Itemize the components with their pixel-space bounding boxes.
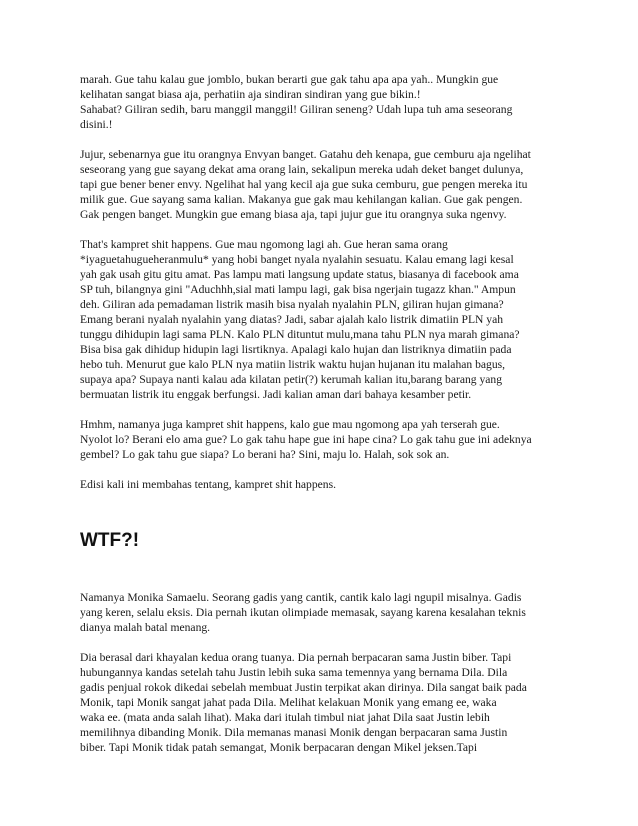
text-line: gembel? Lo gak tahu gue siapa? Lo berani ha? Sini, maju lo. Halah, sok sok an. — [80, 448, 450, 461]
text-line: deh. Giliran ada pemadaman listrik masih bisa nyalah nyalahin PLN, giliran hujan gimana? — [80, 298, 504, 311]
document-body — [80, 72, 560, 770]
text-line: waka ee. (mata anda salah lihat). Maka dari itulah timbul niat jahat Dila saat Justin lebih — [80, 711, 490, 724]
paragraph — [80, 72, 560, 132]
paragraph — [80, 650, 560, 755]
text-line: yang keren, selalu eksis. Dia pernah ikutan olimpiade memasak, sayang karena kesalahan teknis — [80, 606, 526, 619]
section-heading: WTF?! — [80, 530, 140, 551]
text-line: kelihatan sangat biasa aja, perhatiin aja sindiran sindiran yang gue bikin.! — [80, 88, 421, 101]
text-line: Nyolot lo? Berani elo ama gue? Lo gak tahu hape gue ini hape cina? Lo gak tahu gue ini adeknya — [80, 433, 532, 446]
paragraph — [80, 477, 560, 492]
text-line: Bisa bisa gak dihidup hidupin lagi lisrtiknya. Apalagi kalo hujan dan listriknya dimatiin pada — [80, 343, 512, 356]
text-line: hebo tuh. Menurut gue kalo PLN nya matiin listrik waktu hujan hujanan itu malahan bagus, — [80, 358, 506, 371]
text-line: Hmhm, namanya juga kampret shit happens, kalo gue mau ngomong apa yah terserah gue. — [80, 418, 500, 431]
text-line: disini.! — [80, 118, 113, 131]
text-line: tapi gue bener bener envy. Ngelihat hal yang kecil aja gue suka cemburu, gue pengen mereka itu — [80, 178, 528, 191]
text-line: Emang berani nyalah nyalahin yang diatas? Jadi, sabar ajalah kalo listrik dimatiin PLN yah — [80, 313, 504, 326]
text-line: milik gue. Gue sayang sama kalian. Makanya gue gak mau kehilangan kalian. Gue gak pengen. — [80, 193, 523, 206]
paragraph — [80, 237, 560, 402]
text-line: yah gak usah gitu gitu amat. Pas lampu mati langsung update status, biasanya di facebook ama — [80, 268, 519, 281]
text-line: tunggu dihidupin lagi sama PLN. Kalo PLN dituntut mulu,mana tahu PLN nya marah gimana? — [80, 328, 520, 341]
text-line: Dia berasal dari khayalan kedua orang tuanya. Dia pernah berpacaran sama Justin biber. Tapi — [80, 651, 512, 664]
text-line: Jujur, sebenarnya gue itu orangnya Envyan banget. Gatahu deh kenapa, gue cemburu aja ngelihat — [80, 148, 531, 161]
text-line: bermuatan listrik itu enggak berfungsi. Jadi kalian aman dari bahaya kesamber petir. — [80, 388, 472, 401]
paragraph — [80, 590, 560, 635]
text-line: SP tuh, bilangnya gini "Aduchhh,sial mati lampu lagi, gak bisa ngerjain tugazz khan." Ampun — [80, 283, 516, 296]
text-line: marah. Gue tahu kalau gue jomblo, bukan berarti gue gak tahu apa apa yah.. Mungkin gue — [80, 73, 499, 86]
text-line: That's kampret shit happens. Gue mau ngomong lagi ah. Gue heran sama orang — [80, 238, 448, 251]
text-line: hubungannya kandas setelah tahu Justin lebih suka sama temennya yang bernama Dila. Dila — [80, 666, 508, 679]
text-line: Gak pengen banget. Mungkin gue emang biasa aja, tapi jujur gue itu orangnya suka ngenvy. — [80, 208, 507, 221]
text-line: Monik, tapi Monik sangat jahat pada Dila. Melihat kelakuan Monik yang emang ee, waka — [80, 696, 497, 709]
text-line: dianya malah batal menang. — [80, 621, 211, 634]
text-line: Edisi kali ini membahas tentang, kampret shit happens. — [80, 478, 336, 491]
text-line: supaya apa? Supaya nanti kalau ada kilatan petir(?) kerumah kalian itu,barang barang yang — [80, 373, 503, 386]
paragraph — [80, 147, 560, 222]
section-wtf — [80, 590, 560, 755]
text-line: memilihnya dibanding Monik. Dila memanas manasi Monik dengan berpacaran sama Justin — [80, 726, 508, 739]
paragraph — [80, 417, 560, 462]
text-line: Sahabat? Giliran sedih, baru manggil manggil! Giliran seneng? Udah lupa tuh ama seseorang — [80, 103, 513, 116]
text-line: gadis penjual rokok dikedai sebelah membuat Justin terpikat akan dirinya. Dila sangat baik pada — [80, 681, 527, 694]
text-line: *iyaguetahugueheranmulu* yang hobi banget nyala nyalahin sesuatu. Kalau emang lagi kesal — [80, 253, 514, 266]
section-intro — [80, 72, 560, 492]
text-line: biber. Tapi Monik tidak patah semangat, Monik berpacaran dengan Mikel jeksen.Tapi — [80, 741, 478, 754]
text-line: Namanya Monika Samaelu. Seorang gadis yang cantik, cantik kalo lagi ngupil misalnya. Gadis — [80, 591, 522, 604]
text-line: seseorang yang gue sayang dekat ama orang lain, sekalipun mereka udah deket banget dulunya, — [80, 163, 524, 176]
